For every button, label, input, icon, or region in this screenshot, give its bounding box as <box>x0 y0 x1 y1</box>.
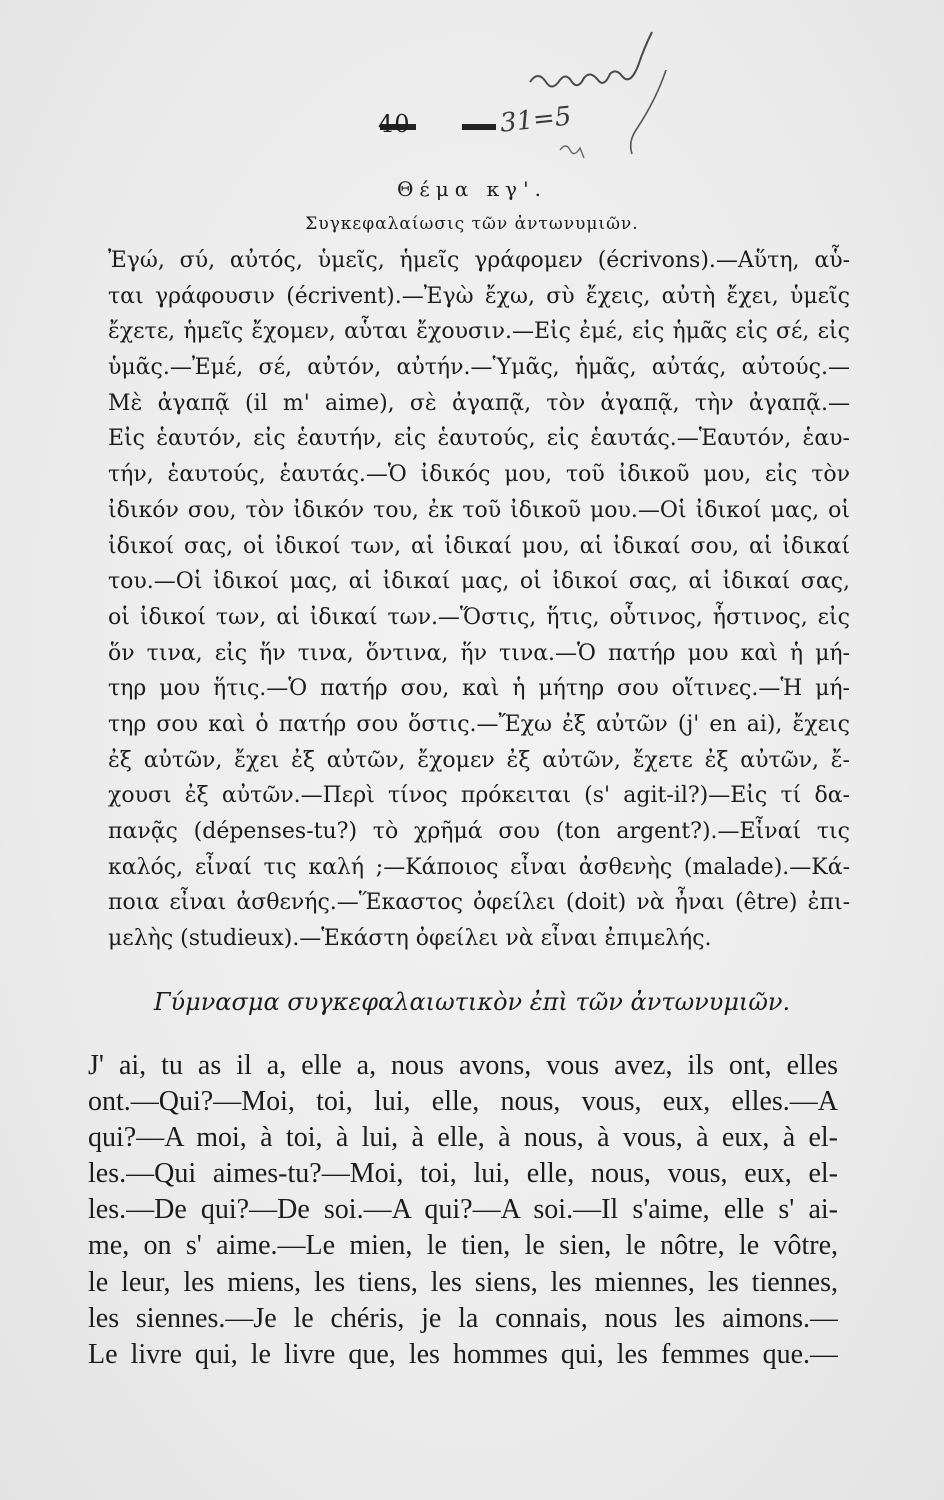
text-line: χουσι ἐξ αὐτῶν.—Περὶ τίνος πρόκειται (s' agit-il?)—Εἰς τί δα- <box>108 783 850 809</box>
text-line: καλός, εἶναί τις καλή ;—Κάποιος εἶναι ἀσθενὴς (malade).—Κά- <box>108 854 850 880</box>
exercise-title: Γύμνασμα συγκεφαλαιωτικὸν ἐπὶ τῶν ἀντωνυμιῶν. <box>153 988 791 1016</box>
text-line: Ἐγώ, σύ, αὐτός, ὑμεῖς, ἡμεῖς γράφομεν (écrivons).—Αὕτη, αὗ- <box>108 248 850 273</box>
text-line: πανᾷς (dépenses-tu?) τὸ χρῆμά σου (ton argent?).—Εἶναί τις <box>108 819 850 844</box>
text-line: les.—De qui?—De soi.—A qui?—A soi.—Il s'aime, elle s' ai- <box>88 1194 838 1226</box>
text-line: τηρ σου καὶ ὁ πατήρ σου ὅστις.—Ἔχω ἐξ αὐτῶν (j' en ai), ἔχεις <box>108 711 850 737</box>
subtitle: Συγκεφαλαίωσις τῶν ἀντωνυμιῶν. <box>305 214 639 234</box>
text-line: μελὴς (studieux).—Ἑκάστη ὀφείλει νὰ εἶναι ἐπιμελής. <box>108 926 712 952</box>
text-line: le leur, les miens, les tiens, les siens, les miennes, les tiennes, <box>88 1266 838 1298</box>
text-line: τήν, ἑαυτούς, ἑαυτάς.—Ὁ ἰδικός μου, τοῦ ἰδικοῦ μου, εἰς τὸν <box>108 462 850 488</box>
text-line: J' ai, tu as il a, elle a, nous avons, vous avez, ils ont, elles <box>88 1050 838 1081</box>
text-line: Εἰς ἑαυτόν, εἰς ἑαυτήν, εἰς ἑαυτούς, εἰς ἑαυτάς.—Ἑαυτόν, ἑαυ- <box>108 426 850 452</box>
text-line: les.—Qui aimes-tu?—Moi, toi, lui, elle, nous, vous, eux, el- <box>88 1158 838 1190</box>
shelf-mark: 31=5 <box>498 101 573 139</box>
text-line: qui?—A moi, à toi, à lui, à elle, à nous, à vous, à eux, à el- <box>88 1122 838 1154</box>
text-line: του.—Οἱ ἰδικοί μας, αἱ ἰδικαί μας, οἱ ἰδικοί σας, αἱ ἰδικαί σας, <box>108 569 850 595</box>
handwritten-annotation <box>520 30 720 170</box>
text-line: ἰδικοί σας, οἱ ἰδικοί των, αἱ ἰδικαί μου, αἱ ἰδικαί σου, αἱ ἰδικαί <box>108 533 850 559</box>
page-number-rule-right <box>462 124 496 130</box>
text-line: ται γράφουσιν (écrivent).—Ἐγὼ ἔχω, σὺ ἔχεις, αὐτὴ ἔχει, ὑμεῖς <box>108 283 850 309</box>
theme-title: Θέμα κγ'. <box>397 177 547 201</box>
text-line: ὅν τινα, εἰς ἥν τινα, ὅντινα, ἥν τινα.—Ὁ πατήρ μου καὶ ἡ μή- <box>108 640 850 666</box>
text-line: ἔχετε, ἡμεῖς ἔχομεν, αὗται ἔχουσιν.—Εἰς ἐμέ, εἰς ἡμᾶς εἰς σέ, εἰς <box>108 319 850 345</box>
text-line: les siennes.—Je le chéris, je la connais, nous les aimons.— <box>88 1302 838 1334</box>
text-line: τηρ μου ἥτις.—Ὁ πατήρ σου, καὶ ἡ μήτηρ σου οἵτινες.—Ἡ μή- <box>108 676 850 702</box>
text-line: οἱ ἰδικοί των, αἱ ἰδικαί των.—Ὅστις, ἥτις, οὗτινος, ἧστινος, εἰς <box>108 604 850 630</box>
page-number: 40 <box>378 110 411 138</box>
text-line: ἰδικόν σου, τὸν ἰδικόν του, ἐκ τοῦ ἰδικοῦ μου.—Οἱ ἰδικοί μας, οἱ <box>108 497 850 523</box>
text-line: ποια εἶναι ἀσθενής.—Ἕκαστος ὀφείλει (doit) νὰ ἦναι (être) ἐπι- <box>108 890 850 916</box>
french-text-block <box>88 1048 838 1373</box>
text-line: Le livre qui, le livre que, les hommes qui, les femmes que.— <box>88 1338 838 1370</box>
text-line: ὑμᾶς.—Ἐμέ, σέ, αὐτόν, αὐτήν.—Ὑμᾶς, ἡμᾶς, αὐτάς, αὐτούς.— <box>108 355 850 381</box>
text-line: ἐξ αὐτῶν, ἔχει ἐξ αὐτῶν, ἔχομεν ἐξ αὐτῶν, ἔχετε ἐξ αὐτῶν, ἔ- <box>108 747 850 773</box>
greek-text-block <box>108 243 850 957</box>
text-line: ont.—Qui?—Moi, toi, lui, elle, nous, vous, eux, elles.—A <box>88 1086 838 1118</box>
text-line: me, on s' aime.—Le mien, le tien, le sien, le nôtre, le vôtre, <box>88 1230 838 1262</box>
text-line: Μὲ ἀγαπᾷ (il m' aime), σὲ ἀγαπᾷ, τὸν ἀγαπᾷ, τὴν ἀγαπᾷ.— <box>108 390 850 416</box>
